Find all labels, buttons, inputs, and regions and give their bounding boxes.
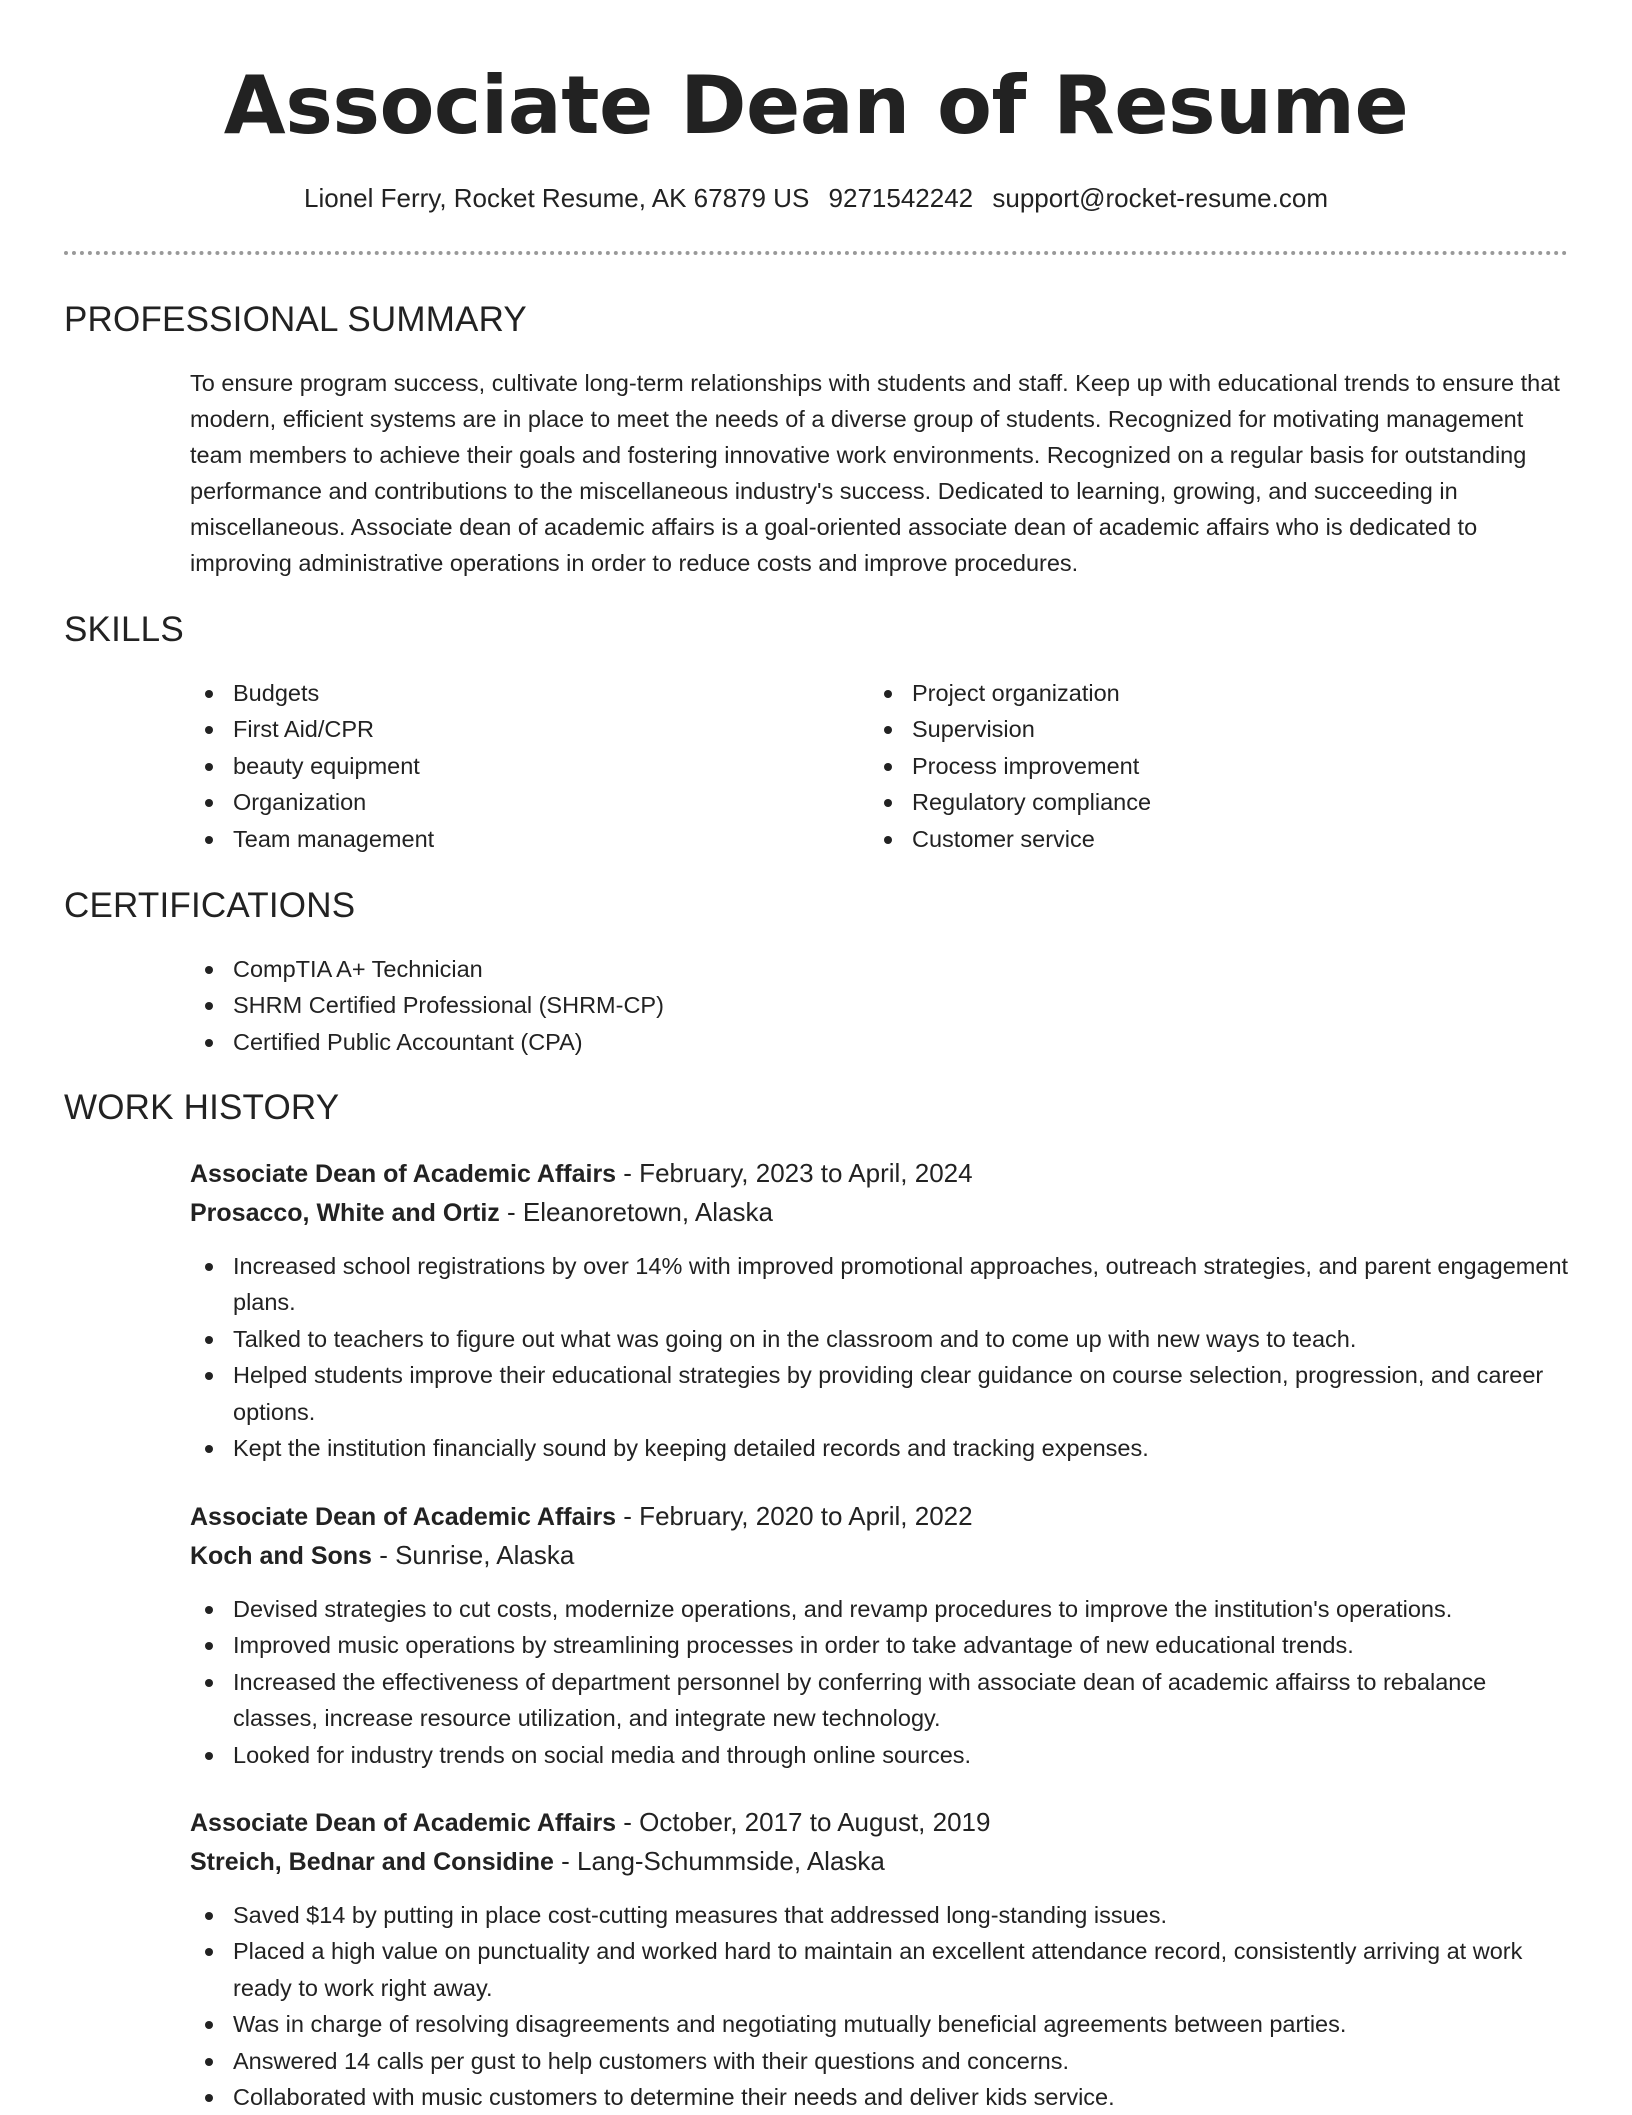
- job-location: - Eleanoretown, Alaska: [499, 1197, 773, 1227]
- job-bullet: Devised strategies to cut costs, modernize operations, and revamp procedures to improve the institution's operations.: [189, 1591, 1569, 1627]
- skill-item: Customer service: [868, 821, 1508, 857]
- skill-item: Budgets: [189, 675, 829, 711]
- skill-item: First Aid/CPR: [189, 711, 829, 747]
- skill-item: Project organization: [868, 675, 1508, 711]
- job-title: Associate Dean of Academic Affairs: [190, 1160, 617, 1188]
- job-company: Koch and Sons: [190, 1542, 372, 1570]
- certifications-list: [189, 951, 1569, 1060]
- job-company: Streich, Bednar and Considine: [190, 1848, 554, 1876]
- job-bullet: Collaborated with music customers to determine their needs and deliver kids service.: [189, 2079, 1569, 2115]
- job-title: Associate Dean of Academic Affairs: [190, 1503, 617, 1531]
- skills-list-left: [189, 675, 829, 857]
- job-bullets: [189, 1897, 1569, 2115]
- job-bullet: Was in charge of resolving disagreements and negotiating mutually beneficial agreements between parties.: [189, 2006, 1569, 2042]
- job-location: - Sunrise, Alaska: [371, 1540, 575, 1570]
- job-bullet: Increased the effectiveness of department personnel by conferring with associate dean of academic affairss to rebalance classes, increase resource utilization, and integrate new technology.: [189, 1664, 1569, 1737]
- job-dates: - October, 2017 to August, 2019: [616, 1807, 991, 1837]
- skills-list-right: [868, 675, 1508, 857]
- job-title-line: [190, 1804, 1570, 1841]
- contact-email: support@rocket-resume.com: [992, 183, 1328, 213]
- job-bullet: Saved $14 by putting in place cost-cutting measures that addressed long-standing issues.: [189, 1897, 1569, 1933]
- job-title-line: [190, 1155, 1570, 1192]
- job-bullet: Helped students improve their educational strategies by providing clear guidance on course selection, progression, and career options.: [189, 1357, 1569, 1430]
- skill-item: Supervision: [868, 711, 1508, 747]
- work-history-heading: WORK HISTORY: [64, 1088, 340, 1127]
- job-bullets: [189, 1248, 1569, 1466]
- job-bullet: Answered 14 calls per gust to help customers with their questions and concerns.: [189, 2043, 1569, 2079]
- job-title-line: [190, 1498, 1570, 1535]
- skill-item: Regulatory compliance: [868, 784, 1508, 820]
- job-bullet: Kept the institution financially sound by keeping detailed records and tracking expenses.: [189, 1430, 1569, 1466]
- contact-phone: 9271542242: [828, 183, 974, 213]
- certifications-heading: CERTIFICATIONS: [64, 886, 356, 925]
- skill-item: beauty equipment: [189, 748, 829, 784]
- skill-item: Organization: [189, 784, 829, 820]
- job-bullet: Placed a high value on punctuality and worked hard to maintain an excellent attendance record, consistently arriving at work ready to work right away.: [189, 1933, 1569, 2006]
- skill-item: Team management: [189, 821, 829, 857]
- contact-address: Lionel Ferry, Rocket Resume, AK 67879 US: [303, 183, 810, 213]
- page-title: Associate Dean of Resume: [223, 59, 1409, 152]
- job-bullet: Looked for industry trends on social media and through online sources.: [189, 1737, 1569, 1773]
- job-bullet: Increased school registrations by over 14% with improved promotional approaches, outreach strategies, and parent engagement plans.: [189, 1248, 1569, 1321]
- header-divider: [64, 251, 1568, 255]
- job-bullets: [189, 1591, 1569, 1773]
- job-company-line: [190, 1194, 1570, 1231]
- job-title: Associate Dean of Academic Affairs: [190, 1809, 617, 1837]
- certification-item: Certified Public Accountant (CPA): [189, 1024, 1569, 1060]
- contact-line: [0, 180, 1632, 216]
- certification-item: SHRM Certified Professional (SHRM-CP): [189, 987, 1569, 1023]
- certification-item: CompTIA A+ Technician: [189, 951, 1569, 987]
- job-company-line: [190, 1537, 1570, 1574]
- summary-text: To ensure program success, cultivate long-term relationships with students and staff. Keep up with educational trends to ensure that modern, efficient systems are in place to meet the needs of a diverse group of students. Recognized for motivating management team members to achieve their goals and fostering innovative work environments. Recognized on a regular basis for outstanding performance and contributions to the miscellaneous industry's success. Dedicated to learning, growing, and succeeding in miscellaneous. Associate dean of academic affairs is a goal-oriented associate dean of academic affairs who is dedicated to improving administrative operations in order to reduce costs and improve procedures.: [190, 370, 1560, 576]
- job-dates: - February, 2023 to April, 2024: [616, 1158, 973, 1188]
- job-location: - Lang-Schummside, Alaska: [553, 1846, 885, 1876]
- skill-item: Process improvement: [868, 748, 1508, 784]
- skills-heading: SKILLS: [64, 610, 184, 649]
- job-bullet: Talked to teachers to figure out what was going on in the classroom and to come up with new ways to teach.: [189, 1321, 1569, 1357]
- job-company-line: [190, 1843, 1570, 1880]
- job-company: Prosacco, White and Ortiz: [190, 1199, 500, 1227]
- job-dates: - February, 2020 to April, 2022: [616, 1501, 973, 1531]
- job-bullet: Improved music operations by streamlining processes in order to take advantage of new educational trends.: [189, 1627, 1569, 1663]
- summary-heading: PROFESSIONAL SUMMARY: [64, 300, 527, 339]
